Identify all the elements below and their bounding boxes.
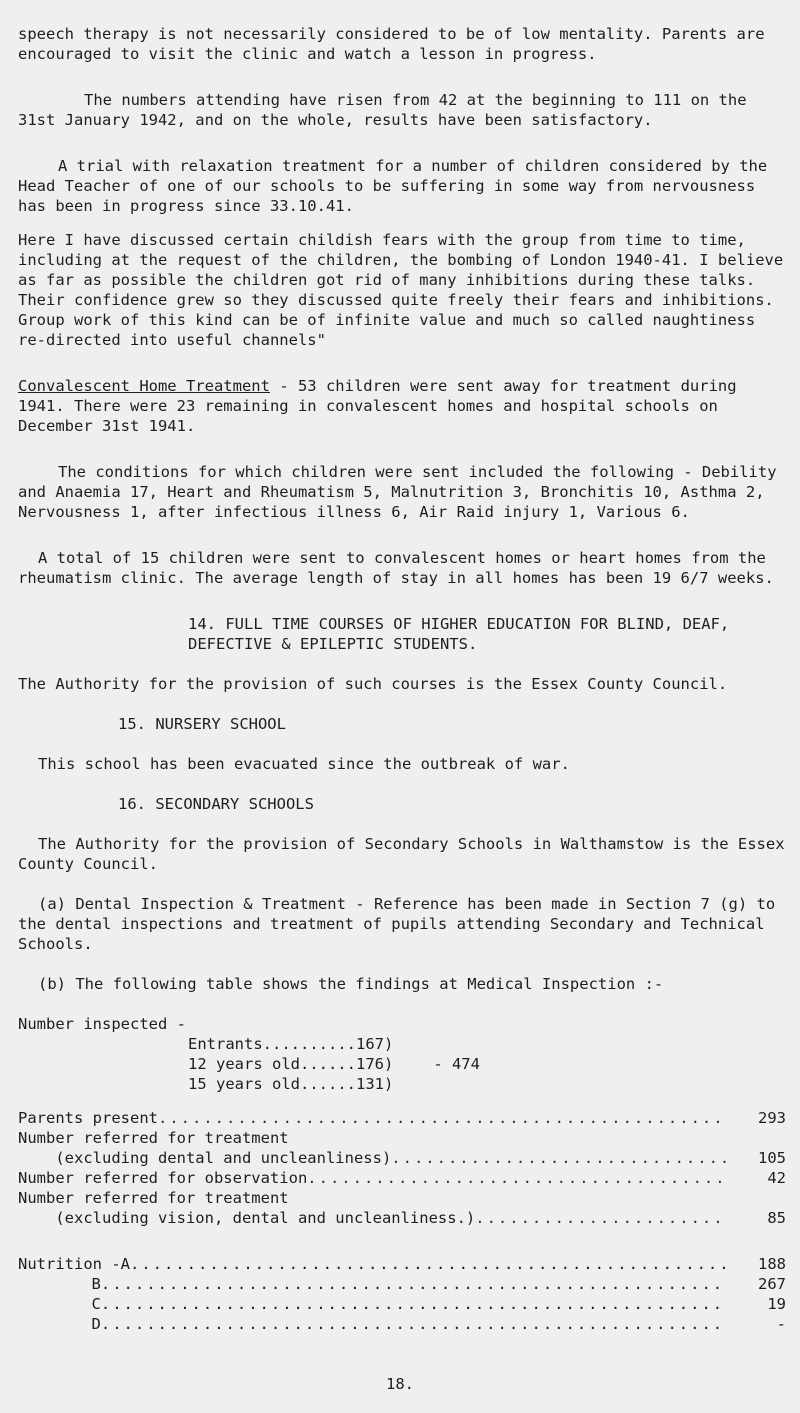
paragraph-childish-fears: Here I have discussed certain childish fears with the group from time to time, including at the request of the children, the bombing of London 1940-41. I believe as far as possible the children got rid of many inhibitions during these talks. Their confidence grew so they discussed quite freely their fears and inhibitions. Group work of this kind can be of infinite value and much so called naughtiness re-directed into useful channels" bbox=[18, 231, 793, 349]
section-15-text: This school has been evacuated since the outbreak of war. bbox=[38, 755, 570, 773]
number-inspected-label: Number inspected - bbox=[18, 1015, 186, 1033]
section-14-heading: 14. FULL TIME COURSES OF HIGHER EDUCATION FOR BLIND, DEAF, DEFECTIVE & EPILEPTIC STUDENTS. bbox=[188, 615, 739, 653]
section-16-heading: 16. SECONDARY SCHOOLS bbox=[118, 795, 314, 813]
nutrition-row: Nutrition - A ..... 188 bbox=[18, 1254, 790, 1274]
group-row: 15 years old......131) bbox=[188, 1075, 394, 1093]
paragraph-numbers-attending: The numbers attending have risen from 42 at the beginning to 111 on the 31st January 1942, and on the whole, results have been satisfactory. bbox=[18, 91, 756, 129]
paragraph-rheumatism-clinic: A total of 15 children were sent to convalescent homes or heart homes from the rheumatism clinic. The average length of stay in all homes has been 19 6/7 weeks. bbox=[18, 549, 776, 587]
group-row: Entrants..........167) bbox=[188, 1035, 394, 1053]
inspection-table bbox=[18, 1108, 790, 1228]
nutrition-row: B ..... 267 bbox=[18, 1274, 790, 1294]
section-16-dental: (a) Dental Inspection & Treatment - Reference has been made in Section 7 (g) to the dental inspections and treatment of pupils attending Secondary and Technical Schools. bbox=[18, 895, 785, 953]
inspected-groups bbox=[18, 1034, 790, 1094]
table-row: (excluding vision, dental and uncleanliness.) ..... 85 bbox=[18, 1208, 790, 1228]
section-16-medical: (b) The following table shows the findings at Medical Inspection :- bbox=[38, 975, 664, 993]
section-16-text: The Authority for the provision of Secondary Schools in Walthamstow is the Essex County Council. bbox=[18, 835, 794, 873]
group-row: 12 years old......176) bbox=[188, 1055, 394, 1073]
table-row: Parents present ..... 293 bbox=[18, 1108, 790, 1128]
page-number: 18. bbox=[386, 1375, 414, 1393]
convalescent-text: - 53 children were sent away for treatment during 1941. There were 23 remaining in convalescent homes and hospital schools on December 31st 1941. bbox=[18, 377, 746, 435]
inspected-total: - 474 bbox=[433, 1055, 480, 1073]
document-page bbox=[18, 24, 794, 1334]
paragraph-convalescent bbox=[18, 376, 790, 436]
convalescent-heading: Convalescent Home Treatment bbox=[18, 377, 270, 395]
section-15-heading: 15. NURSERY SCHOOL bbox=[118, 715, 286, 733]
table-row: Number referred for treatment bbox=[18, 1189, 289, 1207]
paragraph-conditions: The conditions for which children were sent included the following - Debility and Anaemia 17, Heart and Rheumatism 5, Malnutrition 3, Bronchitis 10, Asthma 2, Nervousness 1, after infectious illness 6, Air Raid injury 1, Various 6. bbox=[18, 463, 786, 521]
paragraph-speech-therapy: speech therapy is not necessarily considered to be of low mentality. Parents are encouraged to visit the clinic and watch a lesson in progress. bbox=[18, 25, 774, 63]
paragraph-relaxation-trial: A trial with relaxation treatment for a number of children considered by the Head Teacher of one of our schools to be suffering in some way from nervousness has been in progress since 33.10.41. bbox=[18, 157, 777, 215]
table-row: Number referred for observation ..... 42 bbox=[18, 1168, 790, 1188]
section-14-text: The Authority for the provision of such courses is the Essex County Council. bbox=[18, 675, 728, 693]
nutrition-row: D ..... - bbox=[18, 1314, 790, 1334]
nutrition-table bbox=[18, 1254, 790, 1334]
table-row: Number referred for treatment bbox=[18, 1129, 289, 1147]
nutrition-row: C ..... 19 bbox=[18, 1294, 790, 1314]
table-row: (excluding dental and uncleanliness) ..... 105 bbox=[18, 1148, 790, 1168]
